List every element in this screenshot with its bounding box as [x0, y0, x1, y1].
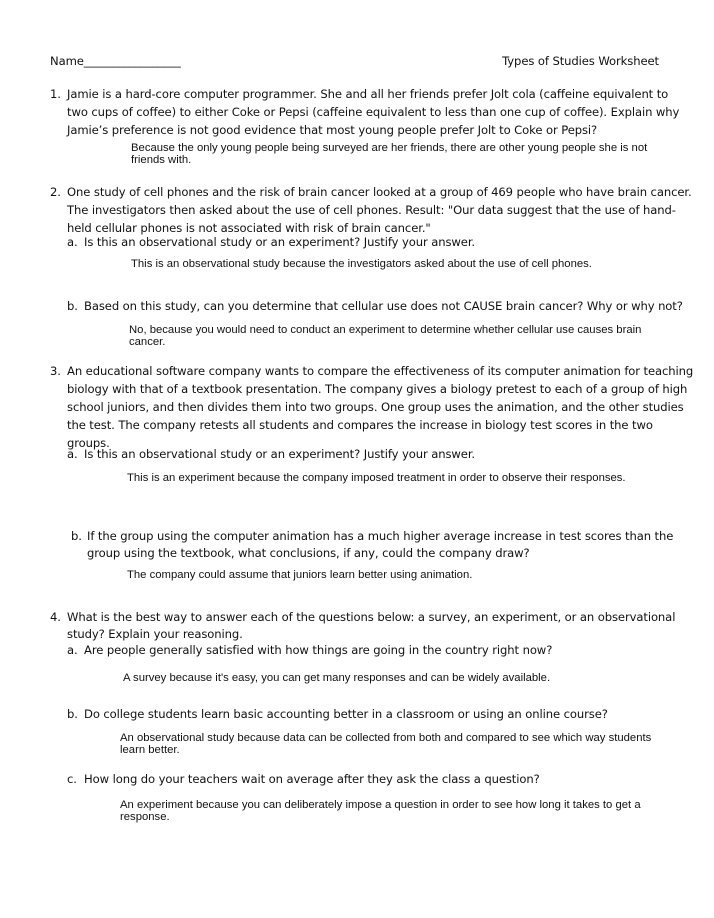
question-4b-answer-line: learn better.: [120, 744, 180, 756]
question-2a-answer: This is an observational study because the investigators asked about the use of cell phones.: [131, 258, 592, 270]
question-3-line: school juniors, and then divides them into two groups. One group uses the animation, and the other studies: [67, 400, 684, 414]
question-3a-label: a.: [67, 447, 78, 461]
question-4a-label: a.: [67, 643, 78, 657]
question-3b-line: group using the textbook, what conclusions, if any, could the company draw?: [87, 546, 530, 560]
question-4-line: study? Explain your reasoning.: [67, 627, 243, 641]
question-1-line: two cups of coffee) to either Coke or Pepsi (caffeine equivalent to less than one cup of coffee). Explain why: [67, 105, 680, 119]
question-1-line: Jamie is a hard-core computer programmer. She and all her friends prefer Jolt cola (caffeine equivalent to: [67, 87, 669, 101]
question-3a-text: Is this an observational study or an experiment? Justify your answer.: [84, 447, 476, 461]
question-2-number: 2.: [50, 185, 61, 199]
question-1-answer-line: Because the only young people being surveyed are her friends, there are other young people she is not: [131, 142, 648, 154]
question-4b-answer-line: An observational study because data can be collected from both and compared to see which way students: [120, 732, 652, 744]
question-2b-label: b.: [67, 299, 78, 313]
name-field-label: Name_________________: [50, 54, 181, 68]
question-3-line: groups.: [67, 436, 110, 450]
question-3b-line: If the group using the computer animation has a much higher average increase in test scores than the: [87, 529, 674, 543]
question-2-line: held cellular phones is not associated with risk of brain cancer.": [67, 221, 431, 235]
question-4a-answer: A survey because it's easy, you can get many responses and can be widely available.: [123, 672, 551, 684]
question-4-number: 4.: [50, 610, 61, 624]
question-1-answer-line: friends with.: [131, 154, 192, 166]
question-4b-label: b.: [67, 707, 78, 721]
question-2a-label: a.: [67, 235, 78, 249]
question-4b-text: Do college students learn basic accounting better in a classroom or using an online course?: [84, 707, 608, 721]
question-2-line: One study of cell phones and the risk of brain cancer looked at a group of 469 people who have brain cancer.: [67, 185, 692, 199]
question-4c-label: c.: [67, 772, 77, 786]
question-4c-answer-line: An experiment because you can deliberately impose a question in order to see how long it takes to get a: [120, 799, 641, 811]
question-4c-text: How long do your teachers wait on average after they ask the class a question?: [84, 772, 540, 786]
question-4c-answer-line: response.: [120, 811, 170, 823]
worksheet-title: Types of Studies Worksheet: [502, 54, 659, 68]
question-2-line: The investigators then asked about the use of cell phones. Result: "Our data suggest that the use of hand-: [67, 203, 676, 217]
question-3b-answer: The company could assume that juniors learn better using animation.: [127, 569, 473, 581]
question-3-number: 3.: [50, 364, 61, 378]
question-4a-text: Are people generally satisfied with how things are going in the country right now?: [84, 643, 553, 657]
question-3-line: An educational software company wants to compare the effectiveness of its computer animation for teaching: [67, 364, 694, 378]
question-4-line: What is the best way to answer each of the questions below: a survey, an experiment, or an observational: [67, 610, 676, 624]
question-2b-text: Based on this study, can you determine that cellular use does not CAUSE brain cancer? Why or why not?: [84, 299, 683, 313]
question-2b-answer-line: cancer.: [129, 336, 166, 348]
question-2a-text: Is this an observational study or an experiment? Justify your answer.: [84, 235, 476, 249]
question-1-line: Jamie’s preference is not good evidence that most young people prefer Jolt to Coke or Pepsi?: [67, 123, 598, 137]
question-3a-answer: This is an experiment because the company imposed treatment in order to observe their responses.: [127, 472, 626, 484]
question-3-line: biology with that of a textbook presentation. The company gives a biology pretest to each of a group of high: [67, 382, 688, 396]
question-3b-label: b.: [71, 529, 82, 543]
question-2b-answer-line: No, because you would need to conduct an experiment to determine whether cellular use causes brain: [129, 324, 642, 336]
question-1-number: 1.: [50, 87, 61, 101]
question-3-line: the test. The company retests all students and compares the increase in biology test scores in the two: [67, 418, 653, 432]
